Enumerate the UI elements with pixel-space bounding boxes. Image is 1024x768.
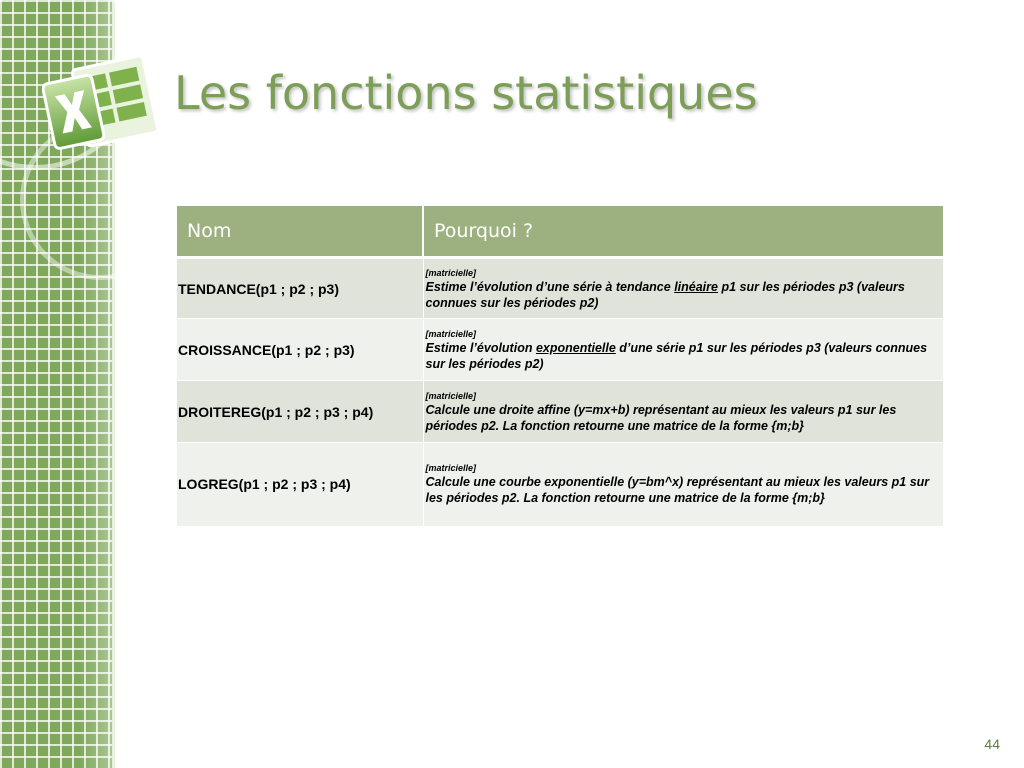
table-row — [177, 381, 943, 443]
function-description — [423, 258, 943, 319]
table-row — [177, 319, 943, 381]
functions-table — [177, 206, 943, 526]
table-row — [177, 258, 943, 319]
description-text: Calcule une droite affine (y=mx+b) représentant au mieux les valeurs p1 sur les périodes p2. La fonction retourne une matrice de la forme {m;b} — [425, 402, 897, 433]
function-description — [423, 319, 943, 381]
description-text: Estime l’évolution — [425, 340, 536, 355]
matrix-tag: [matricielle] — [425, 390, 477, 401]
matrix-tag: [matricielle] — [425, 328, 477, 339]
page-number: 44 — [984, 736, 1000, 752]
description-emphasis: exponentielle — [535, 340, 616, 355]
function-name: LOGREG(p1 ; p2 ; p3 ; p4) — [177, 443, 423, 526]
table-header-row — [177, 206, 943, 258]
description-emphasis: linéaire — [674, 279, 718, 294]
column-header-nom: Nom — [177, 206, 423, 258]
function-name: TENDANCE(p1 ; p2 ; p3) — [177, 258, 423, 319]
column-header-pourquoi: Pourquoi ? — [423, 206, 943, 258]
function-description — [423, 443, 943, 526]
table-row — [177, 443, 943, 526]
page-title: Les fonctions statistiques — [174, 66, 758, 120]
function-name: DROITEREG(p1 ; p2 ; p3 ; p4) — [177, 381, 423, 443]
matrix-tag: [matricielle] — [425, 267, 477, 278]
excel-logo-icon — [42, 55, 160, 160]
description-text: Estime l’évolution d’une série à tendance — [425, 279, 675, 294]
matrix-tag: [matricielle] — [425, 463, 477, 474]
description-text-end: p1 sur les périodes p3 (valeurs connues sur les périodes p2) — [425, 279, 905, 310]
function-name: CROISSANCE(p1 ; p2 ; p3) — [177, 319, 423, 381]
function-description — [423, 381, 943, 443]
description-text: Calcule une courbe exponentielle (y=bm^x) représentant au mieux les valeurs p1 sur les périodes p2. La fonction retourne une matrice de la forme {m;b} — [425, 475, 930, 506]
description-text-end: d’une série p1 sur les périodes p3 (valeurs connues sur les périodes p2) — [425, 340, 928, 371]
